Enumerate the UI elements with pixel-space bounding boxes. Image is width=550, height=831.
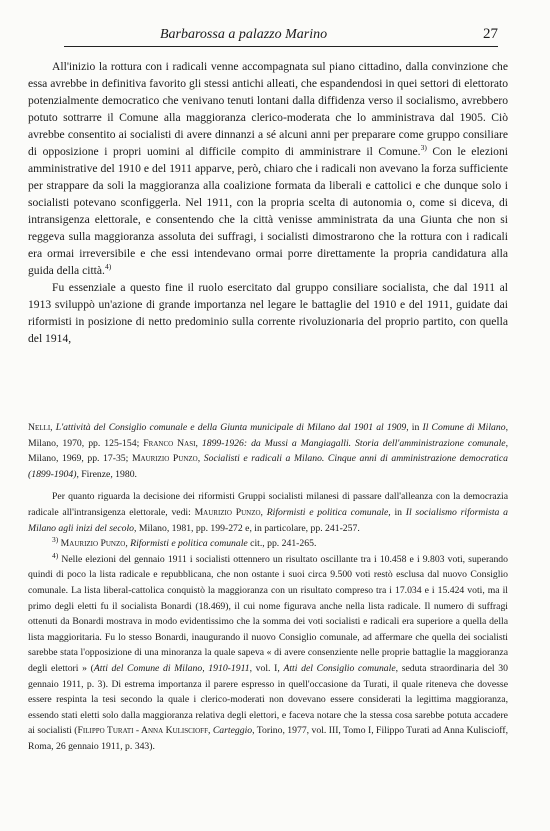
footnote-continuation: Nelli, L'attività del Consiglio comunale e della Giunta municipale di Milano dal 1901 al 1909, in Il Comune di Milano, Milano, 1970, pp. 125-154; Franco Nasi, 1899-1926: da Mussi a Mangiagalli. Storia dell'amministrazione comunale, Milano, 1969, pp. 17-35; Maurizio Punzo, Socialisti e radicali a Milano. Cinque anni di amministrazione democratica (1899-1904), Firenze, 1980. [28, 422, 509, 480]
footnotes [28, 420, 508, 754]
paragraph: All'inizio la rottura con i radicali venne accompagnata sul piano cittadino, dalla convinzione che essa avrebbe in definitiva favorito gli stessi antichi alleati, che espandendosi in quei settori di elettorato potenzialmente democratico che venivano tenuti lontani dalla diffidenza verso il socialismo, avrebbero potuto sottrarre il Comune alla maggioranza clerico-moderata che lo amministrava dal 1905. Ciò avrebbe consentito ai socialisti di avere dinnanzi a sé alcuni anni per preparare come gruppo consiliare di opposizione i propri uomini al difficile compito di amministrare il Comune.$^{3)}$ Con le elezioni amministrative del 1910 e del 1911 apparve, però, chiaro che i radicali non avevano la forza sufficiente per strappare da soli la maggioranza alla coalizione formata da liberali e cattolici e che dunque solo i socialisti potevano sconfiggerla. Nel 1911, con la propria scelta di autonomia o, come si diceva, di intransigenza elettorale, e consentendo che la città venisse amministrata da una Giunta che non si reggeva sulla maggioranza assoluta dei suffragi, i socialisti dimostrarono che la rottura con i radicali era ormai irreversibile e che essi intendevano ormai porre direttamente la propria candidatura alla guida della città.$^{4)}$ [28, 60, 508, 277]
running-header [64, 24, 498, 47]
footnote-marker: 4) [104, 262, 112, 272]
main-text [28, 58, 508, 347]
footnote-number: 4) [52, 550, 59, 560]
footnote-paragraph: Per quanto riguarda la decisione dei riformisti Gruppi socialisti milanesi di passare dall'alleanza con la democrazia radicale all'intransigenza elettorale, vedi: Maurizio Punzo, Riformisti e politica comunale, in Il socialismo riformista a Milano agli inizi del secolo, Milano, 1981, pp. 199-272 e, in particolare, pp. 241-257. [28, 491, 508, 534]
footnote-4: $^{4)}$ Nelle elezioni del gennaio 1911 i socialisti ottennero un risultato oscillante tra i 10.458 e i 9.803 voti, superando quindi di poco la lista radicale e repubblicana, che non ostante i suoi circa 9.500 voti restò esclusa dal nuovo Consiglio comunale. La lista liberal-cattolica conquistò la maggioranza con un risultato compreso tra i 17.034 e i 15.424 voti, ma il primo degli eletti fu il socialista Bonardi (18.469), il cui nome figurava anche nella lista radicale. Il numero di suffragi ottenuti da Bonardi mostrava in modo evidentissimo che la somma dei voti socialisti e radicali era superiore a quella della lista maggioritaria. Fu lo stesso Bonardi, inaugurando il nuovo Consiglio comunale, ad affermare che quella dei socialisti sarebbe stata l'opposizione di una minoranza la quale sapeva « di avere consenziente nelle proprie battaglie la maggioranza degli elettori » (Atti del Comune di Milano, 1910-1911, vol. I, Atti del Consiglio comunale, seduta straordinaria del 30 gennaio 1911, p. 3). Di estrema importanza il parere espresso in quell'occasione da Turati, il quale riteneva che dovesse essere respinta la tesi secondo la quale i clerico-moderati non dovevano essere considerati la legittima maggioranza, essendo stati eletti solo dalla maggioranza relativa degli elettori, e faceva notare che la stessa cosa sarebbe potuta accadere ai socialisti (Filippo Turati - Anna Kuliscioff, Carteggio, Torino, 1977, vol. III, Tomo I, Filippo Turati ad Anna Kuliscioff, Roma, 26 gennaio 1911, p. 343). [28, 550, 509, 752]
paragraph: Fu essenziale a questo fine il ruolo esercitato dal gruppo consiliare socialista, che dal 1911 al 1913 sviluppò un'azione di grande importanza nel legare le battaglie del 1910 e del 1911, guidate dai riformisti in posizione di netto predominio sulla corrente rivoluzionaria del proprio partito, con quella del 1914, [28, 281, 508, 345]
footnote-number: 3) [52, 534, 59, 544]
footnote-3: $^{3)}$ Maurizio Punzo, Riformisti e politica comunale cit., pp. 241-265. [52, 534, 317, 550]
page-number: 27 [483, 26, 498, 42]
footnote-marker: 3) [420, 143, 427, 153]
running-title: Barbarossa a palazzo Marino [160, 27, 328, 42]
